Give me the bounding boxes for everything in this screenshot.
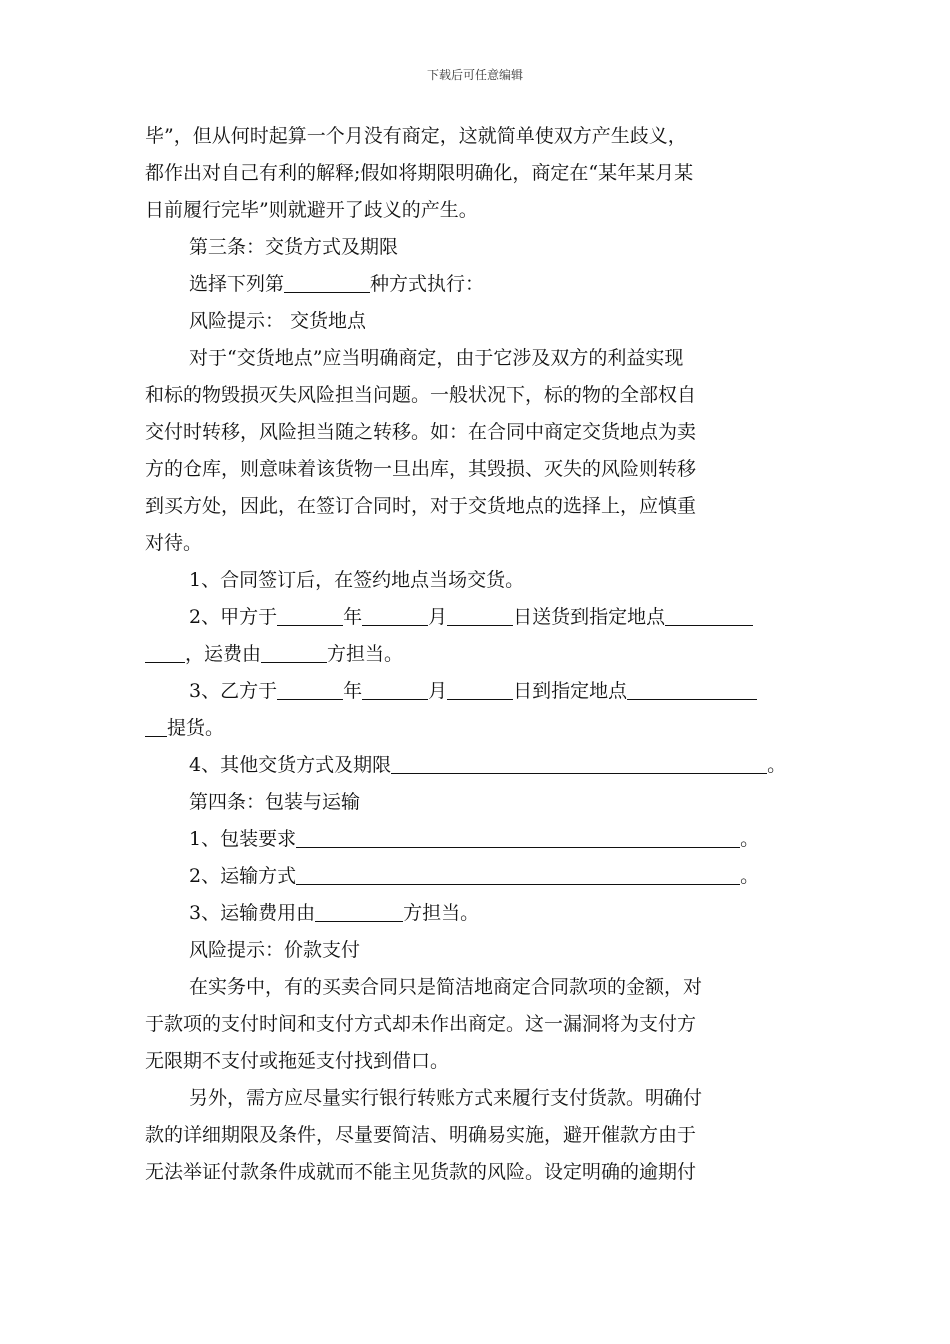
packaging-blank[interactable] — [296, 825, 740, 848]
location-blank[interactable] — [627, 677, 757, 700]
choice-suffix: 种方式执行： — [370, 273, 485, 295]
text-line: 无法举证付款条件成就而不能主见货款的风险。设定明确的逾期付 — [145, 1161, 697, 1183]
text-line: 交付时转移，风险担当随之转移。如：在合同中商定交货地点为卖 — [145, 421, 697, 443]
option-text: 2、运输方式 — [189, 865, 297, 887]
risk-tip-payment: 风险提示：价款支付 — [189, 939, 361, 961]
text-line: 日前履行完毕”则就避开了歧义的产生。 — [145, 199, 478, 221]
document-body — [145, 118, 805, 1191]
delivery-option-2 — [145, 599, 805, 636]
month-blank[interactable] — [362, 677, 428, 700]
location-blank[interactable] — [665, 603, 753, 626]
day-blank[interactable] — [447, 677, 513, 700]
option-text: ，运费由 — [185, 643, 262, 665]
choice-line — [145, 266, 805, 303]
text-line: 另外，需方应尽量实行银行转账方式来履行支付货款。明确付 — [189, 1087, 703, 1109]
option-text: 月 — [428, 606, 448, 628]
risk-tip-delivery-place: 风险提示： 交货地点 — [189, 310, 367, 332]
transport-method — [145, 858, 805, 895]
month-blank[interactable] — [362, 603, 428, 626]
freight-party-blank[interactable] — [261, 640, 327, 663]
delivery-option-3 — [145, 673, 805, 710]
choice-blank[interactable] — [284, 270, 370, 293]
option-text: 3、乙方于 — [189, 680, 278, 702]
text-line: 和标的物毁损灭失风险担当问题。一般状况下，标的物的全部权自 — [145, 384, 697, 406]
day-blank[interactable] — [447, 603, 513, 626]
text-line: 对待。 — [145, 532, 203, 554]
year-blank[interactable] — [277, 677, 343, 700]
option-text: 1、包装要求 — [189, 828, 297, 850]
page-header: 下载后可任意编辑 — [426, 68, 523, 82]
option-text: 3、运输费用由 — [189, 902, 316, 924]
delivery-option-1: 1、合同签订后，在签约地点当场交货。 — [189, 569, 525, 591]
year-blank[interactable] — [277, 603, 343, 626]
transport-fee — [145, 895, 805, 932]
option-text: 提货。 — [167, 717, 225, 739]
text-line: 方的仓库，则意味着该货物一旦出库，其毁损、灭失的风险则转移 — [145, 458, 697, 480]
option-text: 年 — [343, 680, 363, 702]
fee-party-blank[interactable] — [315, 899, 403, 922]
delivery-option-4 — [145, 747, 805, 784]
option-text: 日送货到指定地点 — [513, 606, 666, 628]
option-text: 4、其他交货方式及期限 — [189, 754, 392, 776]
transport-blank[interactable] — [296, 862, 740, 885]
delivery-option-2-cont — [145, 636, 805, 673]
text-line: 无限期不支付或拖延支付找到借口。 — [145, 1050, 450, 1072]
option-text: 方担当。 — [327, 643, 404, 665]
packaging-requirement — [145, 821, 805, 858]
location-blank-cont[interactable] — [145, 640, 185, 663]
text-line: 到买方处，因此，在签订合同时，对于交货地点的选择上，应慎重 — [145, 495, 697, 517]
delivery-option-3-cont — [145, 710, 805, 747]
text-line: 款的详细期限及条件，尽量要简洁、明确易实施，避开催款方由于 — [145, 1124, 697, 1146]
other-method-blank[interactable] — [391, 751, 767, 774]
article-3-heading: 第三条：交货方式及期限 — [189, 236, 399, 258]
option-text: 。 — [767, 754, 787, 776]
option-text: 月 — [428, 680, 448, 702]
option-text: 方担当。 — [403, 902, 480, 924]
location-blank-cont[interactable] — [145, 714, 167, 737]
text-line: 都作出对自己有利的解释;假如将期限明确化，商定在“某年某月某 — [145, 162, 694, 184]
option-text: 日到指定地点 — [513, 680, 628, 702]
option-text: 2、甲方于 — [189, 606, 278, 628]
text-line: 在实务中，有的买卖合同只是简洁地商定合同款项的金额，对 — [189, 976, 703, 998]
text-line: 于款项的支付时间和支付方式却未作出商定。这一漏洞将为支付方 — [145, 1013, 697, 1035]
text-line: 对于“交货地点”应当明确商定，由于它涉及双方的利益实现 — [189, 347, 684, 369]
text-line: 毕”，但从何时起算一个月没有商定，这就简单使双方产生歧义， — [145, 125, 687, 147]
option-text: 。 — [740, 828, 760, 850]
option-text: 年 — [343, 606, 363, 628]
article-4-heading: 第四条：包装与运输 — [189, 791, 361, 813]
choice-label: 选择下列第 — [189, 273, 285, 295]
option-text: 。 — [740, 865, 760, 887]
